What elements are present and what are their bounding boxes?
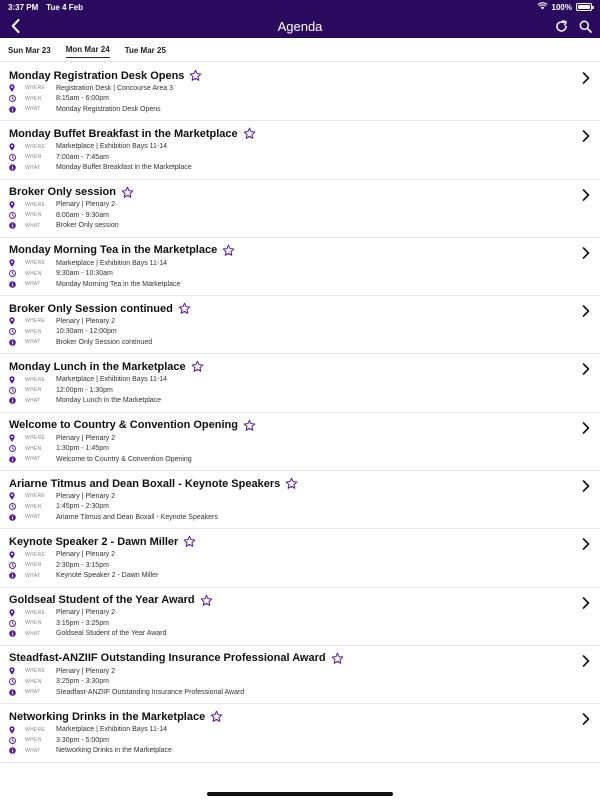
location-pin-icon xyxy=(9,376,19,384)
favorite-star-icon[interactable] xyxy=(243,127,256,140)
location-pin-icon xyxy=(9,492,19,500)
session-title: Welcome to Country & Convention Opening xyxy=(9,419,238,432)
day-tab[interactable]: Mon Mar 24 xyxy=(66,41,110,58)
where-label: WHERE xyxy=(25,85,46,92)
when-value: 8:15am - 6:00pm xyxy=(56,95,109,103)
where-value: Plenary | Plenary 2 xyxy=(56,317,116,325)
what-label: WHAT xyxy=(25,339,41,346)
what-label: WHAT xyxy=(25,747,41,754)
when-label: WHEN xyxy=(25,503,42,510)
info-icon xyxy=(9,572,19,580)
what-row xyxy=(9,570,570,581)
battery-icon xyxy=(576,3,592,11)
location-pin-icon xyxy=(9,143,19,151)
location-pin-icon xyxy=(9,434,19,442)
item-title-row xyxy=(9,476,570,491)
location-pin-icon xyxy=(9,726,19,734)
when-value: 9:30am - 10:30am xyxy=(56,270,113,278)
what-value: Monday Buffet Breakfast in the Marketplace xyxy=(56,164,192,172)
info-icon xyxy=(9,747,19,755)
where-row xyxy=(9,549,570,560)
info-icon xyxy=(9,455,19,463)
status-bar xyxy=(0,0,600,14)
where-value: Registration Desk | Concourse Area 3 xyxy=(56,84,173,92)
when-value: 12:00pm - 1:30pm xyxy=(56,386,113,394)
what-value: Goldseal Student of the Year Award xyxy=(56,630,167,638)
chevron-right-icon[interactable] xyxy=(582,421,592,433)
location-pin-icon xyxy=(9,667,19,675)
what-label: WHAT xyxy=(25,456,41,463)
when-label: WHEN xyxy=(25,328,42,335)
when-label: WHEN xyxy=(25,678,42,685)
chevron-right-icon[interactable] xyxy=(582,596,592,608)
agenda-item[interactable] xyxy=(0,413,600,471)
what-label: WHAT xyxy=(25,164,41,171)
where-value: Plenary | Plenary 2 xyxy=(56,492,116,500)
what-row xyxy=(9,221,570,232)
agenda-item[interactable] xyxy=(0,180,600,238)
where-row xyxy=(9,491,570,502)
what-label: WHAT xyxy=(25,106,41,113)
what-label: WHAT xyxy=(25,397,41,404)
what-value: Broker Only session xyxy=(56,222,119,230)
info-icon xyxy=(9,397,19,405)
day-tab[interactable]: Sun Mar 23 xyxy=(8,45,51,55)
when-value: 1:45pm - 2:30pm xyxy=(56,503,109,511)
when-label: WHEN xyxy=(25,387,42,394)
where-label: WHERE xyxy=(25,668,46,675)
when-row xyxy=(9,560,570,571)
item-title-row xyxy=(9,418,570,433)
where-label: WHERE xyxy=(25,435,46,442)
item-title-row xyxy=(9,126,570,141)
when-row xyxy=(9,94,570,105)
where-row xyxy=(9,374,570,385)
where-label: WHERE xyxy=(25,726,46,733)
where-row xyxy=(9,141,570,152)
when-row xyxy=(9,152,570,163)
when-value: 7:00am - 7:45am xyxy=(56,153,109,161)
what-row xyxy=(9,162,570,173)
chevron-right-icon[interactable] xyxy=(582,654,592,666)
info-icon xyxy=(9,630,19,638)
info-icon xyxy=(9,105,19,113)
session-title: Broker Only Session continued xyxy=(9,302,173,315)
when-row xyxy=(9,268,570,279)
wifi-icon xyxy=(537,2,548,12)
info-icon xyxy=(9,222,19,230)
when-value: 3:15pm - 3:25pm xyxy=(56,619,109,627)
chevron-right-icon[interactable] xyxy=(582,129,592,141)
status-right xyxy=(537,2,592,12)
chevron-right-icon[interactable] xyxy=(582,362,592,374)
where-value: Plenary | Plenary 2 xyxy=(56,201,116,209)
favorite-star-icon[interactable] xyxy=(191,360,204,373)
info-icon xyxy=(9,513,19,521)
item-title-row xyxy=(9,651,570,666)
back-button[interactable] xyxy=(6,17,24,35)
where-value: Marketplace | Exhibition Bays 11-14 xyxy=(56,143,168,151)
when-row xyxy=(9,210,570,221)
agenda-item[interactable] xyxy=(0,471,600,529)
what-row xyxy=(9,745,570,756)
clock-icon xyxy=(9,445,19,453)
item-title-row xyxy=(9,185,570,200)
what-value: Monday Morning Tea in the Marketplace xyxy=(56,280,181,288)
info-icon xyxy=(9,280,19,288)
when-label: WHEN xyxy=(25,445,42,452)
chevron-right-icon[interactable] xyxy=(582,246,592,258)
agenda-item[interactable] xyxy=(0,704,600,762)
when-value: 10:30am - 12:00pm xyxy=(56,328,117,336)
agenda-item[interactable] xyxy=(0,296,600,354)
where-value: Marketplace | Exhibition Bays 11-14 xyxy=(56,259,168,267)
item-title-row xyxy=(9,243,570,258)
day-tabs xyxy=(0,38,600,62)
agenda-list xyxy=(0,63,600,763)
what-row xyxy=(9,454,570,465)
location-pin-icon xyxy=(9,259,19,267)
info-icon xyxy=(9,164,19,172)
when-label: WHEN xyxy=(25,154,42,161)
session-title: Monday Morning Tea in the Marketplace xyxy=(9,244,218,257)
nav-bar xyxy=(0,14,600,38)
session-title: Monday Buffet Breakfast in the Marketplace xyxy=(9,127,238,140)
info-icon xyxy=(9,688,19,696)
where-label: WHERE xyxy=(25,551,46,558)
when-label: WHEN xyxy=(25,95,42,102)
what-value: Welcome to Country & Convention Opening xyxy=(56,455,192,463)
what-value: Broker Only Session continued xyxy=(56,338,153,346)
item-title-row xyxy=(9,301,570,316)
when-value: 3:25pm - 3:30pm xyxy=(56,678,109,686)
what-label: WHAT xyxy=(25,630,41,637)
location-pin-icon xyxy=(9,201,19,209)
when-value: 3:30pm - 5:00pm xyxy=(56,736,109,744)
refresh-button[interactable] xyxy=(552,17,570,35)
what-row xyxy=(9,629,570,640)
agenda-item[interactable] xyxy=(0,588,600,646)
what-value: Steadfast-ANZIIF Outstanding Insurance Professional Award xyxy=(56,688,245,696)
where-label: WHERE xyxy=(25,318,46,325)
what-label: WHAT xyxy=(25,689,41,696)
what-label: WHAT xyxy=(25,222,41,229)
favorite-star-icon[interactable] xyxy=(222,244,235,257)
clock-icon xyxy=(9,95,19,103)
clock-icon xyxy=(9,270,19,278)
status-date: Tue 4 Feb xyxy=(46,2,83,12)
agenda-item[interactable] xyxy=(0,646,600,704)
agenda-item[interactable] xyxy=(0,354,600,412)
chevron-right-icon[interactable] xyxy=(582,304,592,316)
favorite-star-icon[interactable] xyxy=(189,69,202,82)
location-pin-icon xyxy=(9,551,19,559)
what-label: WHAT xyxy=(25,514,41,521)
session-title: Monday Lunch in the Marketplace xyxy=(9,360,186,373)
when-row xyxy=(9,618,570,629)
when-label: WHEN xyxy=(25,212,42,219)
location-pin-icon xyxy=(9,84,19,92)
when-label: WHEN xyxy=(25,562,42,569)
agenda-item[interactable] xyxy=(0,238,600,296)
when-value: 1:30pm - 1:45pm xyxy=(56,445,109,453)
clock-icon xyxy=(9,153,19,161)
favorite-star-icon[interactable] xyxy=(331,652,344,665)
what-row xyxy=(9,104,570,115)
when-label: WHEN xyxy=(25,620,42,627)
favorite-star-icon[interactable] xyxy=(200,594,213,607)
session-title: Goldseal Student of the Year Award xyxy=(9,594,195,607)
where-row xyxy=(9,433,570,444)
session-title: Networking Drinks in the Marketplace xyxy=(9,710,206,723)
agenda-item[interactable] xyxy=(0,529,600,587)
where-value: Marketplace | Exhibition Bays 11-14 xyxy=(56,726,168,734)
clock-icon xyxy=(9,503,19,511)
session-title: Monday Registration Desk Opens xyxy=(9,69,185,82)
when-value: 2:30pm - 3:15pm xyxy=(56,561,109,569)
agenda-item[interactable] xyxy=(0,121,600,179)
where-row xyxy=(9,666,570,677)
where-value: Marketplace | Exhibition Bays 11-14 xyxy=(56,376,168,384)
chevron-right-icon[interactable] xyxy=(582,188,592,200)
when-row xyxy=(9,327,570,338)
where-value: Plenary | Plenary 2 xyxy=(56,551,116,559)
when-row xyxy=(9,443,570,454)
favorite-star-icon[interactable] xyxy=(243,419,256,432)
where-value: Plenary | Plenary 2 xyxy=(56,667,116,675)
session-title: Broker Only session xyxy=(9,186,116,199)
what-value: Monday Lunch in the Marketplace xyxy=(56,397,162,405)
what-row xyxy=(9,687,570,698)
what-label: WHAT xyxy=(25,572,41,579)
clock-icon xyxy=(9,736,19,744)
clock-icon xyxy=(9,328,19,336)
what-value: Networking Drinks in the Marketplace xyxy=(56,747,172,755)
what-value: Ariarne Titmus and Dean Boxall - Keynote Speakers xyxy=(56,513,218,521)
where-row xyxy=(9,200,570,211)
chevron-right-icon[interactable] xyxy=(582,537,592,549)
clock-icon xyxy=(9,678,19,686)
location-pin-icon xyxy=(9,317,19,325)
favorite-star-icon[interactable] xyxy=(285,477,298,490)
item-title-row xyxy=(9,593,570,608)
item-title-row xyxy=(9,68,570,83)
when-row xyxy=(9,385,570,396)
item-title-row xyxy=(9,709,570,724)
what-row xyxy=(9,512,570,523)
item-title-row xyxy=(9,359,570,374)
where-value: Plenary | Plenary 2 xyxy=(56,609,116,617)
battery-percent: 100% xyxy=(551,2,572,12)
item-title-row xyxy=(9,534,570,549)
status-time: 3:37 PM xyxy=(8,2,39,12)
clock-icon xyxy=(9,561,19,569)
refresh-icon xyxy=(555,20,568,33)
where-value: Plenary | Plenary 2 xyxy=(56,434,116,442)
where-label: WHERE xyxy=(25,493,46,500)
what-label: WHAT xyxy=(25,281,41,288)
clock-icon xyxy=(9,211,19,219)
home-indicator[interactable] xyxy=(207,792,393,796)
info-icon xyxy=(9,338,19,346)
clock-icon xyxy=(9,386,19,394)
when-value: 8:00am - 9:30am xyxy=(56,211,109,219)
where-label: WHERE xyxy=(25,260,46,267)
where-row xyxy=(9,83,570,94)
when-row xyxy=(9,502,570,513)
when-row xyxy=(9,676,570,687)
favorite-star-icon[interactable] xyxy=(178,302,191,315)
favorite-star-icon[interactable] xyxy=(210,710,223,723)
where-label: WHERE xyxy=(25,201,46,208)
what-value: Keynote Speaker 2 - Dawn Miller xyxy=(56,572,159,580)
search-button[interactable] xyxy=(576,17,594,35)
what-row xyxy=(9,337,570,348)
chevron-right-icon[interactable] xyxy=(582,71,592,83)
when-label: WHEN xyxy=(25,270,42,277)
session-title: Ariarne Titmus and Dean Boxall - Keynote Speakers xyxy=(9,477,281,490)
where-row xyxy=(9,316,570,327)
agenda-item[interactable] xyxy=(0,63,600,121)
session-title: Steadfast-ANZIIF Outstanding Insurance Professional Award xyxy=(9,652,326,665)
session-title: Keynote Speaker 2 - Dawn Miller xyxy=(9,535,179,548)
where-row xyxy=(9,724,570,735)
where-row xyxy=(9,258,570,269)
chevron-right-icon[interactable] xyxy=(582,712,592,724)
location-pin-icon xyxy=(9,609,19,617)
favorite-star-icon[interactable] xyxy=(121,186,134,199)
what-row xyxy=(9,395,570,406)
favorite-star-icon[interactable] xyxy=(183,535,196,548)
clock-icon xyxy=(9,619,19,627)
chevron-right-icon[interactable] xyxy=(582,479,592,491)
where-row xyxy=(9,608,570,619)
where-label: WHERE xyxy=(25,376,46,383)
where-label: WHERE xyxy=(25,143,46,150)
page-title: Agenda xyxy=(277,18,323,34)
when-label: WHEN xyxy=(25,737,42,744)
what-value: Monday Registration Desk Opens xyxy=(56,105,161,113)
when-row xyxy=(9,735,570,746)
search-icon xyxy=(579,20,592,33)
where-label: WHERE xyxy=(25,609,46,616)
chevron-left-icon xyxy=(11,19,20,33)
what-row xyxy=(9,279,570,290)
day-tab[interactable]: Tue Mar 25 xyxy=(124,45,166,55)
